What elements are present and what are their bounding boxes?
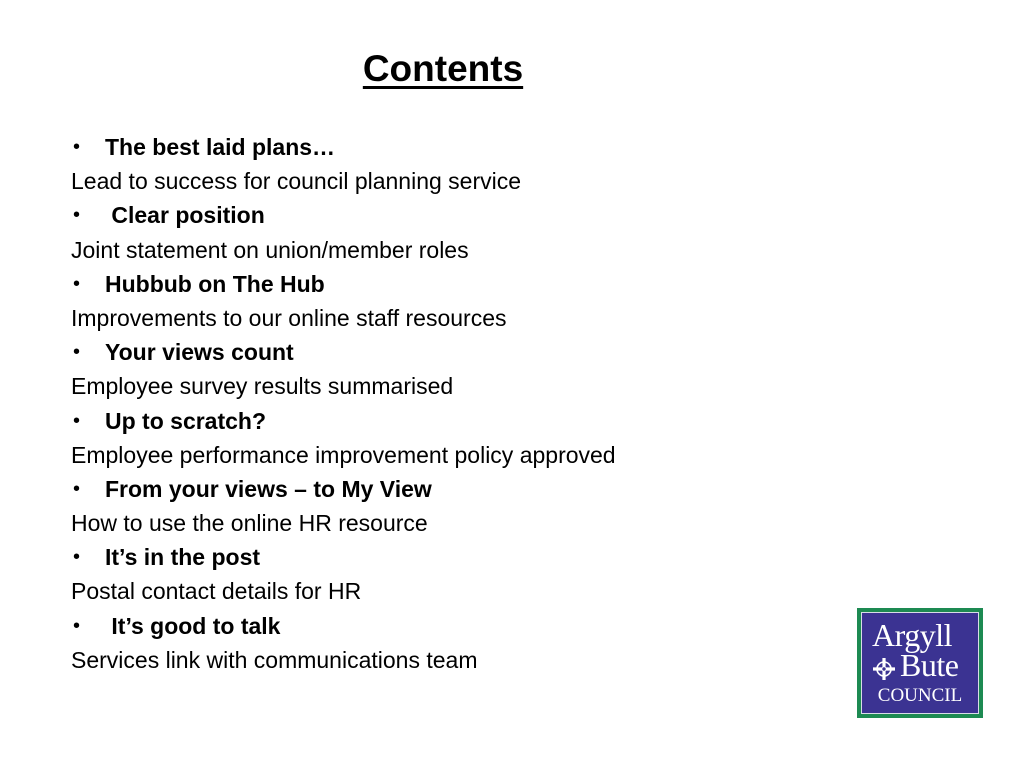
- list-item-heading: [71, 609, 831, 643]
- item-description: Services link with communications team: [71, 646, 478, 673]
- bullet-icon: •: [73, 614, 81, 637]
- item-description: How to use the online HR resource: [71, 510, 428, 537]
- item-heading: The best laid plans…: [105, 134, 336, 161]
- bullet-icon: •: [73, 477, 81, 500]
- bullet-icon: •: [73, 136, 81, 159]
- item-heading: Clear position: [105, 202, 265, 229]
- contents-list: [71, 130, 831, 677]
- list-item-heading: [71, 267, 831, 301]
- item-description: Joint statement on union/member roles: [71, 236, 469, 263]
- list-item-heading: [71, 540, 831, 574]
- bullet-icon: •: [73, 204, 81, 227]
- item-description: Postal contact details for HR: [71, 578, 362, 605]
- celtic-cross-icon: [872, 657, 896, 681]
- item-description: Employee performance improvement policy approved: [71, 441, 616, 468]
- bullet-icon: •: [73, 546, 81, 569]
- argyll-bute-council-logo: [857, 608, 983, 718]
- item-description: Lead to success for council planning service: [71, 168, 522, 195]
- item-heading: Hubbub on The Hub: [105, 270, 325, 297]
- logo-panel: [861, 612, 979, 714]
- item-heading: From your views – to My View: [105, 475, 432, 502]
- item-description: Improvements to our online staff resources: [71, 304, 507, 331]
- item-heading: Your views count: [105, 339, 294, 366]
- bullet-icon: •: [73, 272, 81, 295]
- page-title: Contents: [362, 48, 524, 89]
- logo-word-council: COUNCIL: [877, 685, 963, 706]
- list-item-heading: [71, 335, 831, 369]
- list-item-heading: [71, 198, 831, 232]
- list-item-heading: [71, 404, 831, 438]
- bullet-icon: •: [73, 409, 81, 432]
- item-heading: It’s good to talk: [105, 612, 281, 639]
- logo-word-bute: Bute: [900, 647, 959, 683]
- item-heading: Up to scratch?: [105, 407, 267, 434]
- logo-word-argyll: Argyll: [872, 617, 952, 653]
- bullet-icon: •: [73, 341, 81, 364]
- item-heading: It’s in the post: [105, 544, 261, 571]
- item-description: Employee survey results summarised: [71, 373, 454, 400]
- list-item-heading: [71, 472, 831, 506]
- list-item-heading: [71, 130, 831, 164]
